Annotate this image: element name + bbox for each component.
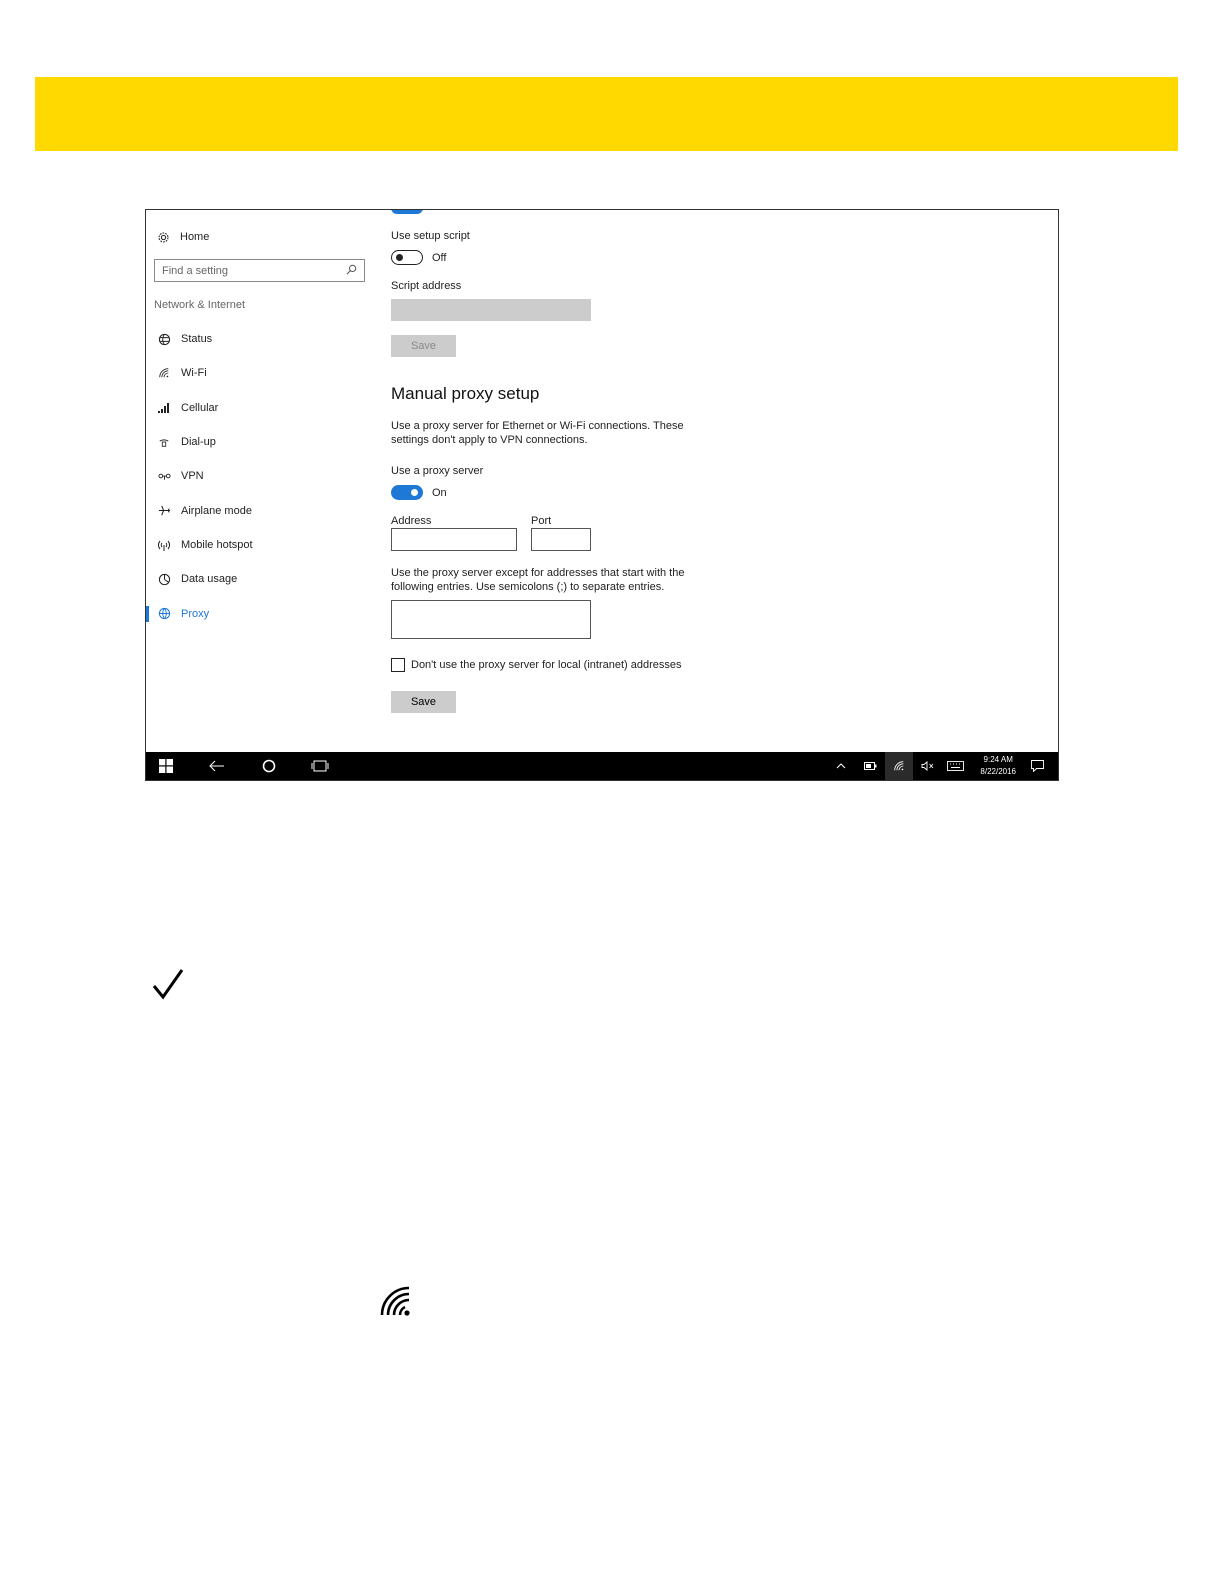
sidebar-item-data-usage[interactable]	[146, 562, 376, 596]
detect-settings-toggle[interactable]	[391, 209, 423, 214]
windows-start-icon[interactable]	[158, 752, 174, 780]
volume-muted-icon[interactable]	[920, 752, 934, 780]
airplane-icon	[157, 504, 171, 518]
setup-script-toggle-row	[391, 250, 446, 265]
toggle-knob	[411, 489, 418, 496]
back-arrow-icon[interactable]	[209, 752, 225, 780]
proxy-globe-icon	[157, 607, 171, 621]
vpn-icon	[157, 469, 171, 483]
address-input[interactable]	[391, 528, 517, 551]
use-proxy-toggle[interactable]	[391, 485, 423, 500]
use-proxy-label: Use a proxy server	[391, 465, 484, 477]
sidebar-home[interactable]	[156, 230, 209, 244]
gear-icon	[156, 230, 170, 244]
taskbar-clock[interactable]	[980, 754, 1016, 778]
action-center-icon[interactable]	[1029, 752, 1045, 780]
manual-save-button[interactable]: Save	[391, 691, 456, 713]
sidebar-item-dialup[interactable]	[146, 425, 376, 459]
local-bypass-checkbox[interactable]	[391, 658, 405, 672]
data-usage-icon	[157, 572, 171, 586]
use-proxy-state: On	[432, 486, 447, 499]
address-label: Address	[391, 515, 432, 527]
sidebar-item-label: Data usage	[181, 573, 238, 586]
wifi-icon-large	[380, 1286, 412, 1323]
taskbar-wifi-icon[interactable]	[885, 752, 913, 780]
cellular-signal-icon	[157, 401, 171, 415]
script-address-field[interactable]	[391, 299, 591, 321]
search-box[interactable]	[154, 259, 365, 282]
sidebar-item-label: Airplane mode	[181, 504, 252, 517]
search-input[interactable]	[162, 265, 332, 277]
clock-date: 8/22/2016	[980, 767, 1016, 776]
local-bypass-label: Don't use the proxy server for local (intranet) addresses	[411, 659, 682, 671]
sidebar-item-status[interactable]	[146, 322, 376, 356]
manual-proxy-title: Manual proxy setup	[391, 384, 540, 403]
settings-window	[145, 209, 1059, 781]
sidebar-nav	[146, 322, 376, 631]
sidebar-item-mobile-hotspot[interactable]	[146, 528, 376, 562]
sidebar-item-label: Status	[181, 333, 213, 346]
sidebar-item-cellular[interactable]	[146, 391, 376, 425]
search-icon[interactable]	[346, 262, 357, 280]
task-view-icon[interactable]	[311, 752, 329, 780]
script-save-button[interactable]: Save	[391, 335, 456, 357]
toggle-knob	[396, 254, 403, 261]
clock-time: 9:24 AM	[983, 755, 1013, 764]
sidebar-item-label: VPN	[181, 470, 204, 483]
dialup-icon	[157, 435, 171, 449]
wifi-icon	[157, 366, 171, 380]
sidebar-item-label: Mobile hotspot	[181, 538, 253, 551]
sidebar-item-label: Cellular	[181, 401, 219, 414]
setup-script-state: Off	[432, 251, 447, 264]
sidebar-item-proxy[interactable]	[146, 596, 376, 630]
sidebar-item-vpn[interactable]	[146, 459, 376, 493]
port-label: Port	[531, 515, 552, 527]
exceptions-description: Use the proxy server except for addresses that start with the following entries. Use semicolons (;) to separate entries.	[391, 567, 685, 593]
hotspot-icon	[157, 538, 171, 552]
local-bypass-row	[391, 658, 682, 672]
sidebar-item-label: Wi-Fi	[181, 367, 207, 380]
script-address-label: Script address	[391, 280, 462, 292]
use-proxy-toggle-row	[391, 485, 447, 500]
setup-script-label: Use setup script	[391, 230, 470, 242]
chevron-up-icon[interactable]	[835, 752, 847, 780]
cortana-circle-icon[interactable]	[261, 752, 277, 780]
exceptions-input[interactable]	[391, 600, 591, 639]
keyboard-icon[interactable]	[946, 752, 964, 780]
section-heading: Network & Internet	[154, 299, 246, 311]
port-input[interactable]	[531, 528, 591, 551]
sidebar-home-label: Home	[180, 231, 210, 243]
header-band	[35, 77, 1178, 151]
checkmark-icon	[152, 968, 184, 1007]
sidebar-item-wifi[interactable]	[146, 356, 376, 390]
sidebar-item-label: Dial-up	[181, 436, 216, 449]
manual-proxy-description: Use a proxy server for Ethernet or Wi-Fi connections. These settings don't apply to VPN connections.	[391, 420, 684, 446]
taskbar	[146, 752, 1059, 780]
sidebar-item-airplane-mode[interactable]	[146, 493, 376, 527]
setup-script-toggle[interactable]	[391, 250, 423, 265]
sidebar-item-label: Proxy	[181, 607, 210, 620]
battery-icon[interactable]	[863, 752, 877, 780]
globe-icon	[157, 332, 171, 346]
